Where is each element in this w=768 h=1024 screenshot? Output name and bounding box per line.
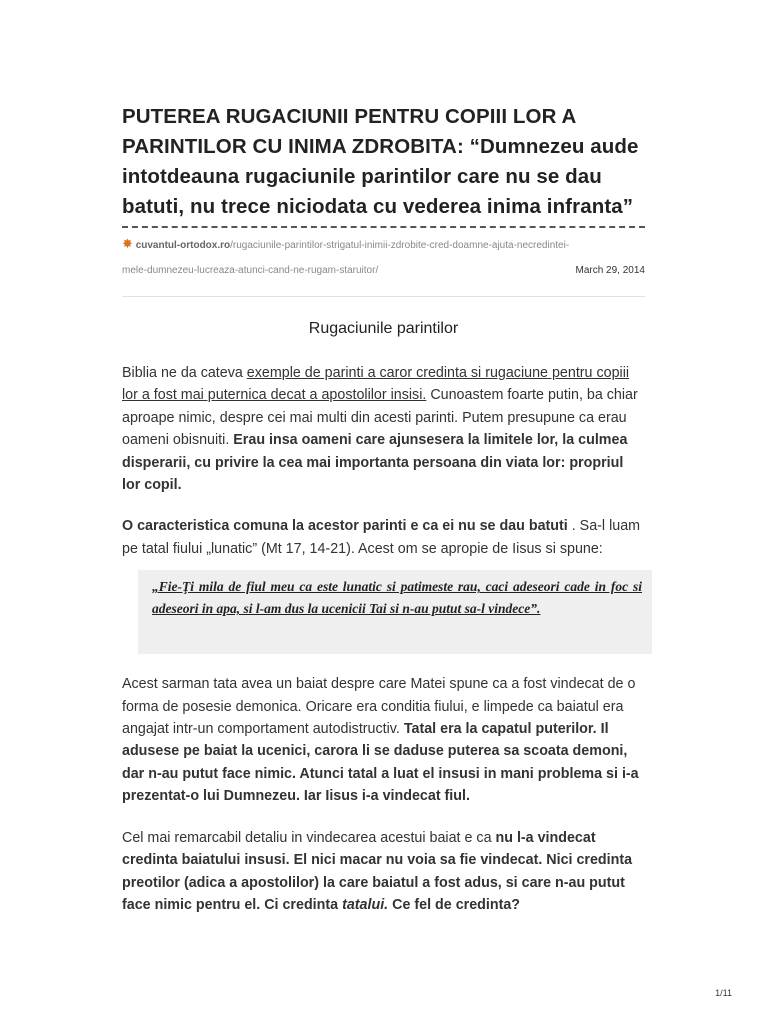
bold-text: Ce fel de credinta?	[388, 896, 521, 913]
article-title: PUTEREA RUGACIUNII PENTRU COPIII LOR A PARINTILOR CU INIMA ZDROBITA: “Dumnezeu aude intotdeauna rugaciunile parintilor care nu se dau batuti, nu trece niciodata cu vederea inima infranta”	[122, 105, 639, 218]
italic-text: tatalui.	[342, 896, 389, 913]
text: Acest sarman tata avea un baiat despre care Matei spune ca a fost vindecat de o forma de posesie demonica. Oricare era conditia fiului, e limpede ca baiatul era angajat intr-un comportament autodistructiv.	[122, 676, 636, 738]
bold-text: O caracteristica comuna la acestor parinti e ca ei nu se dau batuti	[122, 518, 568, 535]
publish-date: March 29, 2014	[575, 265, 645, 276]
paragraph-2	[122, 515, 645, 560]
text: Cunoastem foarte putin, ba chiar aproape nimic, despre cei mai multi din acesti parinti. Putem presupune ca erau oameni obisnuiti.	[122, 387, 638, 449]
source-link[interactable]	[136, 240, 569, 251]
text: . Sa-l luam pe tatal fiului „lunatic” (Mt 17, 14-21). Acest om se apropie de Iisus si spune:	[122, 518, 641, 557]
dashed-divider	[122, 226, 645, 228]
page-number: 1/11	[715, 988, 732, 998]
source-domain: cuvantul-ortodox.ro	[135, 240, 231, 251]
paragraph-3	[122, 673, 645, 807]
paragraph-4	[122, 827, 645, 917]
bold-text: nu l-a vindecat credinta baiatului insusi. El nici macar nu voia sa fie vindecat. Nici credinta preotilor (adica a apostolilor) la care baiatul a fost adus, si care n-au putut face nimic pentru el. Ci credinta	[122, 829, 633, 913]
bold-text: Erau insa oameni care ajunsesera la limitele lor, la culmea disperarii, cu privire la cea mai importanta persoana din viata lor: propriul lor copil.	[122, 432, 628, 494]
text: Biblia ne da cateva	[122, 365, 247, 381]
section-heading: Rugaciunile parintilor	[308, 320, 459, 337]
document-page	[122, 102, 645, 916]
inline-link[interactable]: exemple de parinti a caror credinta si rugaciune pentru copiii lor a fost mai puternica decat a apostolilor insisi.	[122, 365, 630, 404]
paragraph-1	[122, 362, 645, 496]
sun-favicon-icon: ✸	[122, 236, 133, 251]
divider	[122, 296, 645, 297]
bold-text: Tatal era la capatul puterilor. Il adusese pe baiat la ucenici, carora li se daduse puterea sa scoata demoni, dar n-au putut face nimic. Atunci tatal a luat el insusi in mani problema si i-a prezentat-o lui Dumnezeu. Iar Iisus i-a vindecat fiul.	[122, 721, 639, 805]
blockquote: „Fie-Ţi mila de fiul meu ca este lunatic si patimeste rau, caci adeseori cade in foc si adeseori in apa, si l-am dus la ucenicii Tai si n-au putut sa-l vindece”.	[138, 570, 652, 654]
source-path-1: /rugaciunile-parintilor-strigatul-inimii-zdrobite-cred-doamne-ajuta-necredintei-	[230, 240, 570, 251]
text: Cel mai remarcabil detaliu in vindecarea acestui baiat e ca	[122, 829, 496, 846]
source-path-2[interactable]: mele-dumnezeu-lucreaza-atunci-cand-ne-rugam-staruitor/	[122, 265, 379, 276]
source-info	[122, 231, 645, 283]
